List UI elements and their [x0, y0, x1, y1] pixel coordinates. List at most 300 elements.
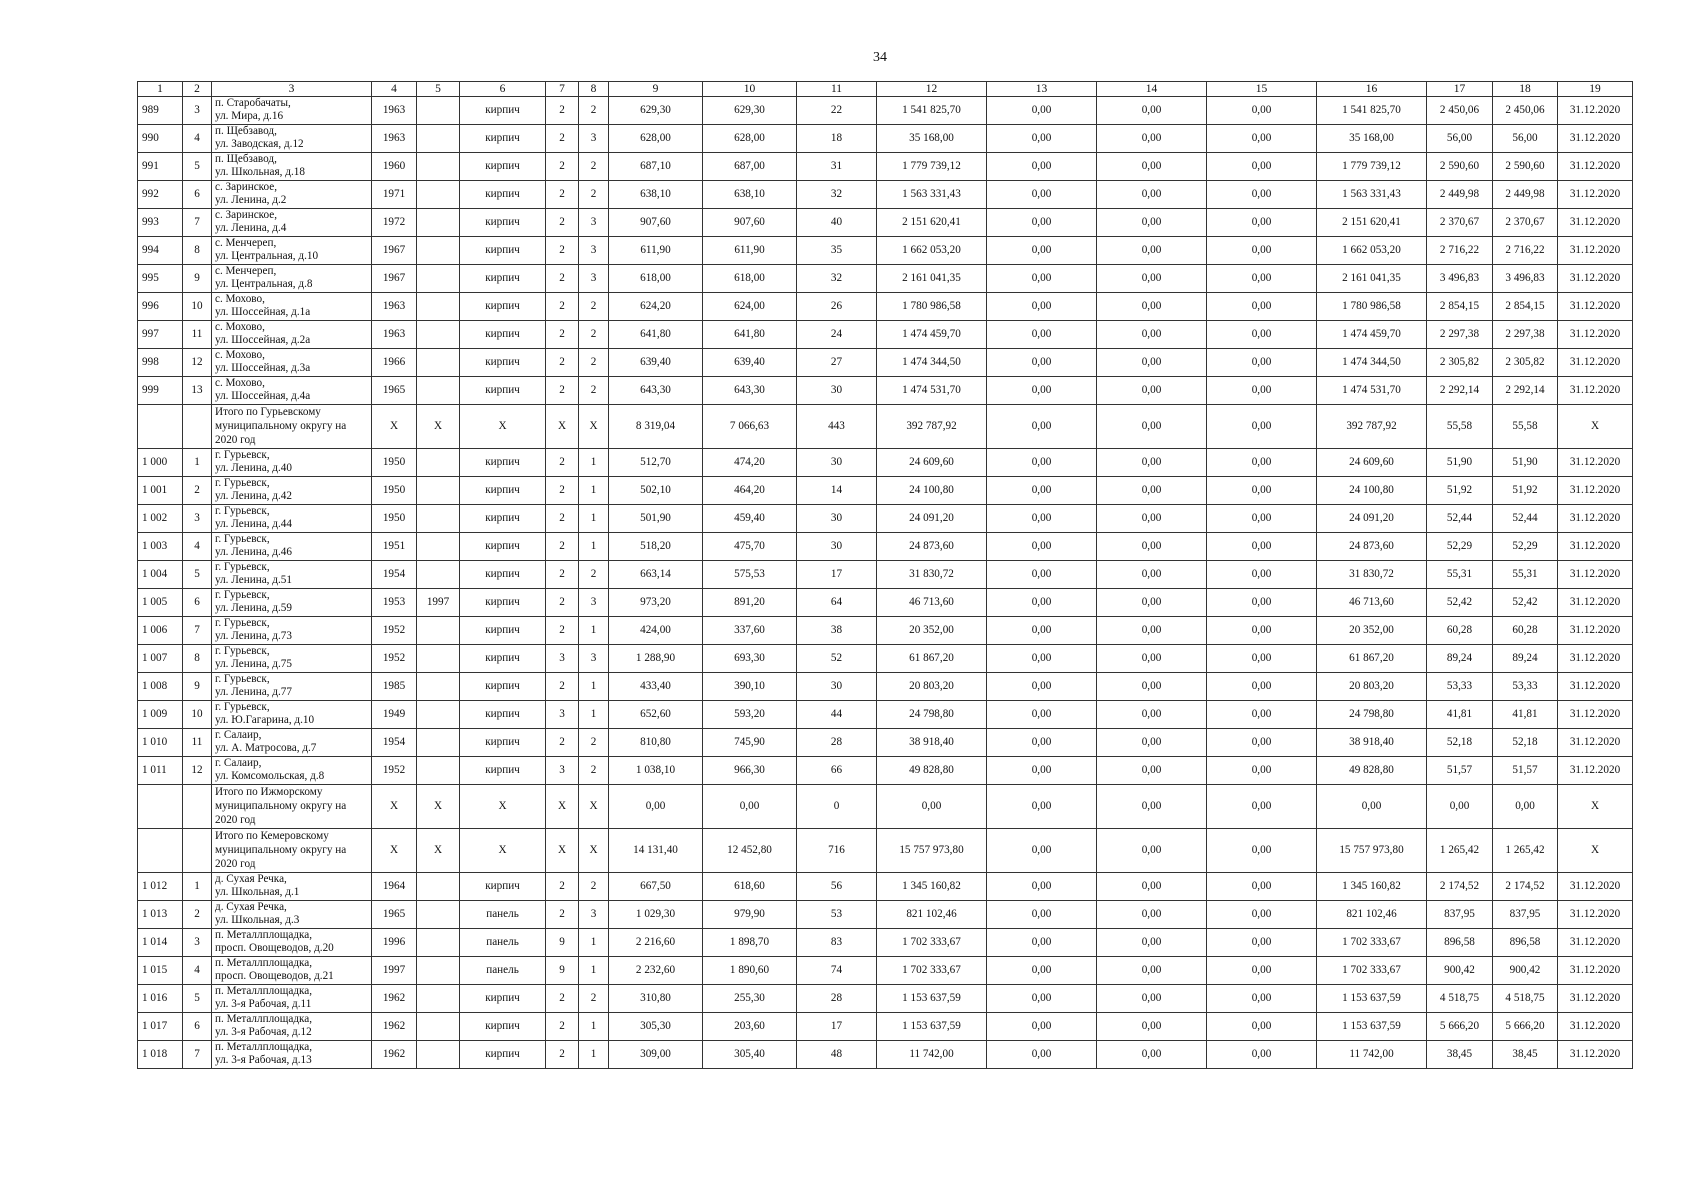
table-cell-col-13: 0,00 [987, 349, 1097, 377]
table-cell-col-1: 1 007 [138, 645, 183, 673]
table-cell-col-6: кирпич [460, 985, 546, 1013]
table-cell-col-2: 3 [183, 505, 212, 533]
table-cell-col-9: 639,40 [609, 349, 703, 377]
table-cell-col-17: 2 450,06 [1427, 97, 1493, 125]
table-cell-col-13: 0,00 [987, 477, 1097, 505]
table-total-row [138, 785, 1633, 829]
table-cell-col-7: 3 [546, 645, 579, 673]
table-cell-col-13: 0,00 [987, 209, 1097, 237]
table-cell-col-19: 31.12.2020 [1558, 645, 1633, 673]
table-cell-col-11: 31 [797, 153, 877, 181]
table-cell-col-14: 0,00 [1097, 349, 1207, 377]
table-cell-col-11: 28 [797, 729, 877, 757]
table-cell-col-6: кирпич [460, 673, 546, 701]
table-cell-col-15: 0,00 [1207, 589, 1317, 617]
table-row [138, 181, 1633, 209]
table-cell-col-4: 1964 [372, 873, 417, 901]
table-cell-col-14: 0,00 [1097, 265, 1207, 293]
table-cell-col-1: 1 010 [138, 729, 183, 757]
table-cell-col-16: 24 609,60 [1317, 449, 1427, 477]
table-cell-col-19: 31.12.2020 [1558, 729, 1633, 757]
table-cell-col-16: 1 702 333,67 [1317, 957, 1427, 985]
table-cell-col-6: кирпич [460, 729, 546, 757]
table-cell-col-14: 0,00 [1097, 1041, 1207, 1069]
table-cell-col-10: 629,30 [703, 97, 797, 125]
table-cell-col-18: 0,00 [1493, 785, 1558, 829]
table-cell-col-12: 24 798,80 [877, 701, 987, 729]
table-cell-col-1: 996 [138, 293, 183, 321]
table-cell-col-17: 2 174,52 [1427, 873, 1493, 901]
table-cell-col-18: 51,90 [1493, 449, 1558, 477]
table-cell-col-9: 8 319,04 [609, 405, 703, 449]
table-cell-col-14: 0,00 [1097, 449, 1207, 477]
table-cell-col-19: 31.12.2020 [1558, 125, 1633, 153]
table-cell-col-16: 0,00 [1317, 785, 1427, 829]
table-cell-col-2: 4 [183, 125, 212, 153]
table-cell-col-2: 4 [183, 957, 212, 985]
table-cell-col-16: 31 830,72 [1317, 561, 1427, 589]
table-cell-col-14: 0,00 [1097, 729, 1207, 757]
table-cell-col-9: 501,90 [609, 505, 703, 533]
table-cell-col-1: 1 001 [138, 477, 183, 505]
table-cell-col-13: 0,00 [987, 785, 1097, 829]
table-cell-col-18: 1 265,42 [1493, 829, 1558, 873]
table-cell-col-10: 693,30 [703, 645, 797, 673]
table-cell-col-4: 1952 [372, 645, 417, 673]
table-cell-col-11: 64 [797, 589, 877, 617]
table-cell-col-5 [417, 957, 460, 985]
table-cell-col-18: 56,00 [1493, 125, 1558, 153]
table-cell-col-17: 5 666,20 [1427, 1013, 1493, 1041]
column-header-2: 2 [183, 82, 212, 97]
table-cell-col-3: с. Заринское, ул. Ленина, д.2 [212, 181, 372, 209]
table-cell-col-12: 20 803,20 [877, 673, 987, 701]
table-cell-col-3: г. Гурьевск, ул. Ленина, д.77 [212, 673, 372, 701]
table-cell-col-11: 53 [797, 901, 877, 929]
column-header-18: 18 [1493, 82, 1558, 97]
table-cell-col-16: 46 713,60 [1317, 589, 1427, 617]
table-cell-col-17: 41,81 [1427, 701, 1493, 729]
table-cell-col-15: 0,00 [1207, 1013, 1317, 1041]
table-cell-col-12: 1 702 333,67 [877, 957, 987, 985]
table-cell-col-7: 2 [546, 125, 579, 153]
table-cell-col-14: 0,00 [1097, 209, 1207, 237]
table-cell-col-13: 0,00 [987, 125, 1097, 153]
table-cell-col-7: 2 [546, 321, 579, 349]
table-cell-col-2: 1 [183, 449, 212, 477]
table-cell-col-16: 24 873,60 [1317, 533, 1427, 561]
table-cell-col-16: 1 780 986,58 [1317, 293, 1427, 321]
table-cell-col-2: 2 [183, 901, 212, 929]
table-cell-col-15: 0,00 [1207, 449, 1317, 477]
table-cell-col-14: 0,00 [1097, 377, 1207, 405]
table-cell-col-16: 1 563 331,43 [1317, 181, 1427, 209]
table-cell-col-6: кирпич [460, 265, 546, 293]
table-cell-col-8: 1 [579, 477, 609, 505]
table-cell-col-3: с. Менчереп, ул. Центральная, д.10 [212, 237, 372, 265]
table-cell-col-16: 1 662 053,20 [1317, 237, 1427, 265]
table-cell-col-11: 32 [797, 265, 877, 293]
table-cell-col-14: 0,00 [1097, 505, 1207, 533]
table-row [138, 645, 1633, 673]
table-cell-col-15: 0,00 [1207, 645, 1317, 673]
table-cell-col-12: 0,00 [877, 785, 987, 829]
table-cell-col-8: 2 [579, 321, 609, 349]
column-header-1: 1 [138, 82, 183, 97]
table-cell-col-6: X [460, 405, 546, 449]
table-row [138, 321, 1633, 349]
table-cell-col-7: 2 [546, 293, 579, 321]
table-cell-col-9: 652,60 [609, 701, 703, 729]
table-cell-col-10: 618,60 [703, 873, 797, 901]
table-cell-col-8: 1 [579, 505, 609, 533]
table-cell-col-7: 2 [546, 449, 579, 477]
table-cell-col-13: 0,00 [987, 405, 1097, 449]
table-cell-col-9: 810,80 [609, 729, 703, 757]
table-cell-col-13: 0,00 [987, 673, 1097, 701]
table-cell-col-4: 1952 [372, 617, 417, 645]
table-row [138, 265, 1633, 293]
table-row [138, 757, 1633, 785]
table-cell-col-10: 593,20 [703, 701, 797, 729]
table-cell-col-15: 0,00 [1207, 209, 1317, 237]
table-cell-col-13: 0,00 [987, 1013, 1097, 1041]
table-cell-col-11: 30 [797, 673, 877, 701]
table-cell-col-9: 424,00 [609, 617, 703, 645]
table-cell-col-4: 1963 [372, 125, 417, 153]
table-cell-col-17: 2 449,98 [1427, 181, 1493, 209]
table-cell-col-2: 3 [183, 97, 212, 125]
table-cell-col-12: 24 100,80 [877, 477, 987, 505]
table-cell-col-12: 1 702 333,67 [877, 929, 987, 957]
table-cell-col-7: 2 [546, 181, 579, 209]
table-row [138, 377, 1633, 405]
table-cell-col-13: 0,00 [987, 97, 1097, 125]
table-cell-col-8: 1 [579, 1013, 609, 1041]
table-cell-col-1: 993 [138, 209, 183, 237]
table-cell-col-17: 53,33 [1427, 673, 1493, 701]
table-cell-col-19: 31.12.2020 [1558, 209, 1633, 237]
table-cell-col-9: 518,20 [609, 533, 703, 561]
table-cell-col-13: 0,00 [987, 829, 1097, 873]
table-cell-col-13: 0,00 [987, 449, 1097, 477]
table-cell-col-7: 9 [546, 957, 579, 985]
table-cell-col-5 [417, 561, 460, 589]
table-cell-col-2 [183, 829, 212, 873]
table-header-row [138, 82, 1633, 97]
table-cell-col-9: 643,30 [609, 377, 703, 405]
table-row [138, 985, 1633, 1013]
table-cell-col-1: 1 016 [138, 985, 183, 1013]
table-cell-col-6: кирпич [460, 125, 546, 153]
table-cell-col-16: 1 474 344,50 [1317, 349, 1427, 377]
table-cell-col-6: кирпич [460, 533, 546, 561]
table-cell-col-7: X [546, 405, 579, 449]
table-cell-col-3: г. Гурьевск, ул. Ленина, д.73 [212, 617, 372, 645]
table-cell-col-7: 2 [546, 505, 579, 533]
table-cell-col-4: 1962 [372, 1013, 417, 1041]
table-cell-col-11: 18 [797, 125, 877, 153]
table-cell-col-14: 0,00 [1097, 293, 1207, 321]
table-cell-col-1: 1 011 [138, 757, 183, 785]
table-cell-col-6: кирпич [460, 181, 546, 209]
table-cell-col-12: 2 151 620,41 [877, 209, 987, 237]
table-cell-col-9: 433,40 [609, 673, 703, 701]
table-cell-col-13: 0,00 [987, 985, 1097, 1013]
table-cell-col-2: 6 [183, 181, 212, 209]
table-cell-col-15: 0,00 [1207, 561, 1317, 589]
table-cell-col-7: 2 [546, 561, 579, 589]
table-cell-col-7: 3 [546, 757, 579, 785]
table-cell-col-6: кирпич [460, 589, 546, 617]
table-row [138, 617, 1633, 645]
table-cell-col-19: 31.12.2020 [1558, 929, 1633, 957]
table-cell-col-15: 0,00 [1207, 237, 1317, 265]
table-cell-col-7: 2 [546, 477, 579, 505]
table-cell-col-11: 443 [797, 405, 877, 449]
table-cell-col-9: 618,00 [609, 265, 703, 293]
table-cell-col-19: 31.12.2020 [1558, 985, 1633, 1013]
column-header-8: 8 [579, 82, 609, 97]
table-cell-col-8: 3 [579, 265, 609, 293]
table-cell-col-7: 2 [546, 265, 579, 293]
table-cell-col-12: 24 091,20 [877, 505, 987, 533]
table-cell-col-1: 1 014 [138, 929, 183, 957]
table-cell-col-16: 1 541 825,70 [1317, 97, 1427, 125]
table-cell-col-1: 1 002 [138, 505, 183, 533]
table-cell-col-13: 0,00 [987, 181, 1097, 209]
table-cell-col-9: 309,00 [609, 1041, 703, 1069]
table-cell-col-5 [417, 645, 460, 673]
table-cell-col-5 [417, 873, 460, 901]
table-cell-col-6: кирпич [460, 617, 546, 645]
table-cell-col-7: 2 [546, 209, 579, 237]
table-cell-col-9: 629,30 [609, 97, 703, 125]
table-cell-col-19: X [1558, 405, 1633, 449]
table-cell-col-11: 22 [797, 97, 877, 125]
table-cell-col-4: 1951 [372, 533, 417, 561]
table-cell-col-4: 1963 [372, 321, 417, 349]
table-cell-col-8: 2 [579, 293, 609, 321]
table-cell-col-15: 0,00 [1207, 125, 1317, 153]
table-cell-col-19: X [1558, 829, 1633, 873]
table-total-row [138, 829, 1633, 873]
table-cell-col-11: 27 [797, 349, 877, 377]
table-cell-col-3: г. Гурьевск, ул. Ю.Гагарина, д.10 [212, 701, 372, 729]
table-cell-col-14: 0,00 [1097, 785, 1207, 829]
table-cell-col-1: 994 [138, 237, 183, 265]
table-cell-col-16: 49 828,80 [1317, 757, 1427, 785]
table-cell-col-12: 35 168,00 [877, 125, 987, 153]
table-cell-col-10: 628,00 [703, 125, 797, 153]
table-cell-col-7: 9 [546, 929, 579, 957]
table-cell-col-12: 1 345 160,82 [877, 873, 987, 901]
table-cell-col-5 [417, 265, 460, 293]
table-cell-col-15: 0,00 [1207, 901, 1317, 929]
table-cell-col-15: 0,00 [1207, 321, 1317, 349]
table-cell-col-18: 52,29 [1493, 533, 1558, 561]
table-cell-col-17: 2 370,67 [1427, 209, 1493, 237]
table-cell-col-17: 89,24 [1427, 645, 1493, 673]
table-cell-col-13: 0,00 [987, 321, 1097, 349]
table-cell-col-3: д. Сухая Речка, ул. Школьная, д.1 [212, 873, 372, 901]
table-cell-col-18: 2 449,98 [1493, 181, 1558, 209]
table-cell-col-9: 667,50 [609, 873, 703, 901]
table-cell-col-7: 2 [546, 349, 579, 377]
table-cell-col-5 [417, 125, 460, 153]
table-cell-col-8: 2 [579, 561, 609, 589]
table-cell-col-18: 52,18 [1493, 729, 1558, 757]
table-cell-col-18: 2 305,82 [1493, 349, 1558, 377]
table-cell-col-19: 31.12.2020 [1558, 153, 1633, 181]
table-cell-col-15: 0,00 [1207, 729, 1317, 757]
table-cell-col-16: 15 757 973,80 [1317, 829, 1427, 873]
table-cell-col-14: 0,00 [1097, 873, 1207, 901]
table-cell-col-16: 24 091,20 [1317, 505, 1427, 533]
table-cell-col-6: кирпич [460, 701, 546, 729]
table-cell-col-19: 31.12.2020 [1558, 757, 1633, 785]
table-cell-col-6: панель [460, 901, 546, 929]
table-row [138, 153, 1633, 181]
table-cell-col-19: 31.12.2020 [1558, 293, 1633, 321]
table-cell-col-16: 392 787,92 [1317, 405, 1427, 449]
table-cell-col-13: 0,00 [987, 757, 1097, 785]
table-cell-col-15: 0,00 [1207, 985, 1317, 1013]
table-cell-col-4: 1967 [372, 265, 417, 293]
table-cell-col-13: 0,00 [987, 1041, 1097, 1069]
table-row [138, 901, 1633, 929]
table-cell-col-11: 30 [797, 533, 877, 561]
table-cell-col-10: 618,00 [703, 265, 797, 293]
table-cell-col-14: 0,00 [1097, 701, 1207, 729]
table-cell-col-9: 638,10 [609, 181, 703, 209]
table-cell-col-5 [417, 929, 460, 957]
table-cell-col-15: 0,00 [1207, 673, 1317, 701]
table-cell-col-9: 1 029,30 [609, 901, 703, 929]
table-cell-col-3: г. Гурьевск, ул. Ленина, д.59 [212, 589, 372, 617]
table-cell-col-7: X [546, 785, 579, 829]
table-cell-col-18: 38,45 [1493, 1041, 1558, 1069]
table-cell-col-13: 0,00 [987, 533, 1097, 561]
table-row [138, 729, 1633, 757]
table-cell-col-1: 992 [138, 181, 183, 209]
table-cell-col-13: 0,00 [987, 377, 1097, 405]
table-cell-col-1: 1 015 [138, 957, 183, 985]
table-cell-col-11: 0 [797, 785, 877, 829]
table-cell-col-4: 1953 [372, 589, 417, 617]
table-cell-col-8: 3 [579, 645, 609, 673]
table-cell-col-14: 0,00 [1097, 181, 1207, 209]
table-cell-col-10: 745,90 [703, 729, 797, 757]
table-cell-col-2: 6 [183, 1013, 212, 1041]
table-row [138, 701, 1633, 729]
table-cell-col-17: 55,31 [1427, 561, 1493, 589]
table-cell-col-12: 38 918,40 [877, 729, 987, 757]
table-cell-col-17: 837,95 [1427, 901, 1493, 929]
column-header-12: 12 [877, 82, 987, 97]
table-cell-col-4: 1996 [372, 929, 417, 957]
table-cell-col-8: X [579, 405, 609, 449]
table-cell-col-16: 2 151 620,41 [1317, 209, 1427, 237]
table-cell-col-7: 2 [546, 589, 579, 617]
table-cell-col-1: 999 [138, 377, 183, 405]
table-cell-col-17: 52,18 [1427, 729, 1493, 757]
table-cell-col-4: 1952 [372, 757, 417, 785]
table-cell-col-14: 0,00 [1097, 957, 1207, 985]
table-cell-col-12: 46 713,60 [877, 589, 987, 617]
table-cell-col-6: кирпич [460, 561, 546, 589]
table-cell-col-19: 31.12.2020 [1558, 477, 1633, 505]
table-cell-col-3: г. Гурьевск, ул. Ленина, д.75 [212, 645, 372, 673]
table-cell-col-2: 8 [183, 645, 212, 673]
table-cell-col-8: 3 [579, 125, 609, 153]
table-cell-col-8: 3 [579, 901, 609, 929]
table-cell-col-12: 392 787,92 [877, 405, 987, 449]
table-cell-col-6: кирпич [460, 477, 546, 505]
table-cell-col-10: 390,10 [703, 673, 797, 701]
table-cell-col-10: 337,60 [703, 617, 797, 645]
table-cell-col-9: 310,80 [609, 985, 703, 1013]
table-cell-col-16: 1 345 160,82 [1317, 873, 1427, 901]
table-cell-col-15: 0,00 [1207, 829, 1317, 873]
table-cell-col-6: кирпич [460, 293, 546, 321]
table-cell-col-10: 891,20 [703, 589, 797, 617]
column-header-19: 19 [1558, 82, 1633, 97]
table-cell-col-3: с. Заринское, ул. Ленина, д.4 [212, 209, 372, 237]
table-cell-col-1: 1 003 [138, 533, 183, 561]
table-cell-col-11: 44 [797, 701, 877, 729]
table-cell-col-5 [417, 701, 460, 729]
table-cell-col-18: 2 450,06 [1493, 97, 1558, 125]
table-cell-col-9: 628,00 [609, 125, 703, 153]
table-cell-col-19: 31.12.2020 [1558, 617, 1633, 645]
table-cell-col-9: 641,80 [609, 321, 703, 349]
page-number: 34 [873, 50, 887, 65]
table-cell-col-10: 966,30 [703, 757, 797, 785]
table-row [138, 477, 1633, 505]
table-cell-col-16: 24 798,80 [1317, 701, 1427, 729]
table-cell-col-5 [417, 349, 460, 377]
table-cell-col-16: 1 779 739,12 [1317, 153, 1427, 181]
table-cell-col-3: с. Менчереп, ул. Центральная, д.8 [212, 265, 372, 293]
table-row [138, 673, 1633, 701]
table-cell-col-14: 0,00 [1097, 237, 1207, 265]
table-cell-col-11: 17 [797, 561, 877, 589]
table-row [138, 589, 1633, 617]
table-cell-col-13: 0,00 [987, 293, 1097, 321]
table-cell-col-8: X [579, 829, 609, 873]
table-cell-col-14: 0,00 [1097, 673, 1207, 701]
table-cell-col-3: с. Мохово, ул. Шоссейная, д.4а [212, 377, 372, 405]
table-cell-col-2: 11 [183, 729, 212, 757]
table-cell-col-4: X [372, 829, 417, 873]
table-total-row [138, 405, 1633, 449]
table-cell-col-5: 1997 [417, 589, 460, 617]
table-cell-col-2: 5 [183, 561, 212, 589]
table-cell-col-9: 0,00 [609, 785, 703, 829]
table-cell-col-7: 2 [546, 673, 579, 701]
table-cell-col-8: 1 [579, 449, 609, 477]
table-cell-col-18: 3 496,83 [1493, 265, 1558, 293]
table-cell-col-2: 8 [183, 237, 212, 265]
table-cell-col-7: 3 [546, 701, 579, 729]
table-cell-col-15: 0,00 [1207, 349, 1317, 377]
table-cell-col-12: 1 474 344,50 [877, 349, 987, 377]
table-cell-col-1: 995 [138, 265, 183, 293]
table-cell-col-18: 2 297,38 [1493, 321, 1558, 349]
table-cell-col-2: 7 [183, 209, 212, 237]
table-cell-col-15: 0,00 [1207, 533, 1317, 561]
